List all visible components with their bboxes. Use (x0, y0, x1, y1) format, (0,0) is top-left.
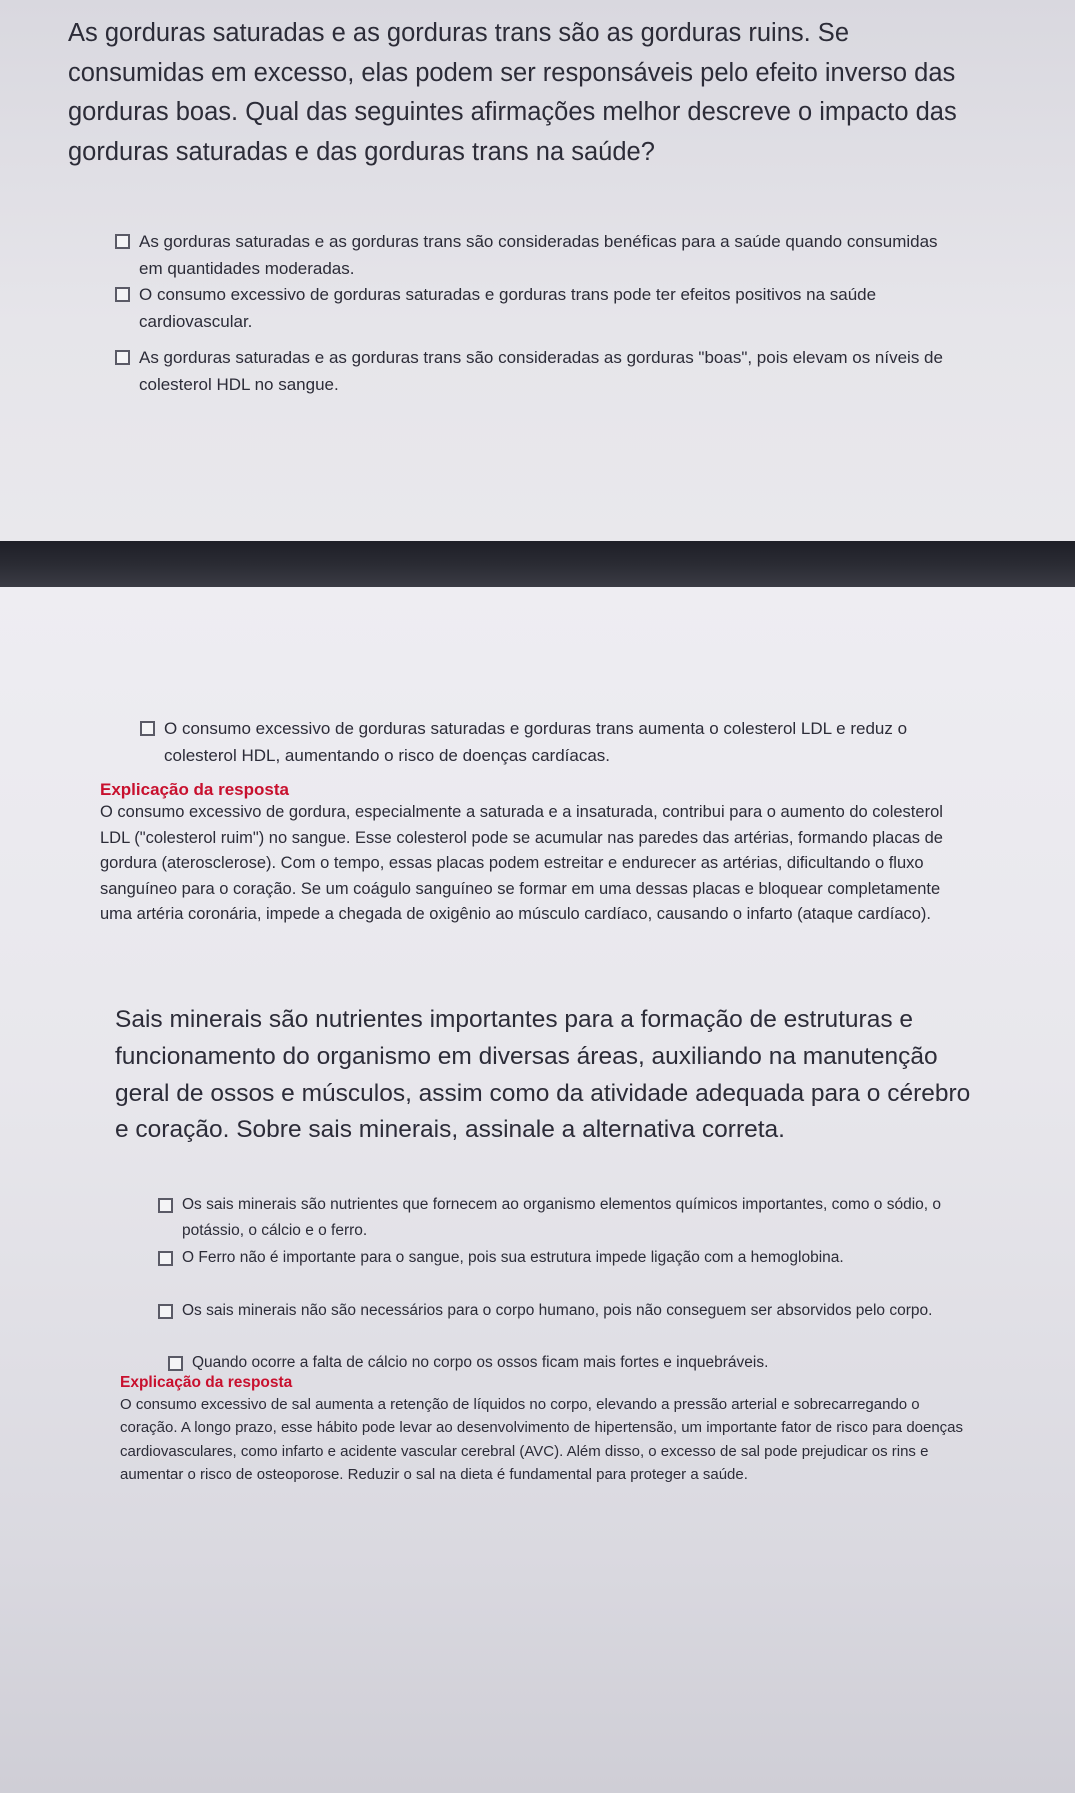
explanation-2-title: Explicação da resposta (120, 1374, 293, 1391)
option-label: As gorduras saturadas e as gorduras trans são consideradas as gorduras "boas", pois elevam os níveis de colesterol HDL no sangue. (139, 348, 943, 395)
option-label: O consumo excessivo de gorduras saturadas e gorduras trans aumenta o colesterol LDL e reduz o colesterol HDL, aumentando o risco de doenças cardíacas. (164, 719, 908, 766)
question-2-text: Sais minerais são nutrientes importantes para a formação de estruturas e funcionamento do organismo em diversas áreas, auxiliando na manutenção geral de ossos e músculos, assim como da atividade adequada para o cérebro e coração. Sobre sais minerais, assinale a alternativa correta. (115, 1006, 971, 1144)
checkbox[interactable] (158, 1198, 173, 1213)
question-1-text: As gorduras saturadas e as gorduras trans são as gorduras ruins. Se consumidas em excesso, elas podem ser responsáveis pelo efeito inverso das gorduras boas. Qual das seguintes afirmações melhor descreve o impacto das gorduras saturadas e das gorduras trans na saúde? (68, 19, 957, 166)
question-2-option-1[interactable] (158, 1192, 958, 1243)
question-1-option-1[interactable] (115, 228, 965, 282)
checkbox[interactable] (115, 350, 130, 365)
option-label: O Ferro não é importante para o sangue, pois sua estrutura impede ligação com a hemoglobina. (182, 1249, 844, 1266)
question-2-option-3[interactable] (158, 1298, 958, 1324)
option-label: As gorduras saturadas e as gorduras trans são consideradas benéficas para a saúde quando consumidas em quantidades moderadas. (139, 232, 938, 279)
checkbox[interactable] (158, 1304, 173, 1319)
checkbox[interactable] (140, 721, 155, 736)
question-2-option-4[interactable] (168, 1350, 968, 1376)
checkbox[interactable] (115, 234, 130, 249)
option-label: Os sais minerais não são necessários para o corpo humano, pois não conseguem ser absorvidos pelo corpo. (182, 1302, 933, 1319)
checkbox[interactable] (158, 1251, 173, 1266)
option-label: Quando ocorre a falta de cálcio no corpo os ossos ficam mais fortes e inquebráveis. (192, 1354, 769, 1371)
explanation-1-text: O consumo excessivo de gordura, especialmente a saturada e a insaturada, contribui para o aumento do colesterol LDL ("colesterol ruim") no sangue. Esse colesterol pode se acumular nas paredes das artérias, formando placas de gordura (aterosclerose). Com o tempo, essas placas podem estreitar e endurecer as artérias, dificultando o fluxo sanguíneo para o coração. Se um coágulo sanguíneo se formar em uma dessas placas e bloquear completamente uma artéria coronária, impede a chegada de oxigênio ao músculo cardíaco, causando o infarto (ataque cardíaco). (100, 803, 943, 924)
option-label: O consumo excessivo de gorduras saturadas e gorduras trans pode ter efeitos positivos na saúde cardiovascular. (139, 285, 877, 332)
question-1-option-4[interactable] (140, 715, 960, 769)
question-1-option-2[interactable] (115, 281, 965, 335)
checkbox[interactable] (168, 1356, 183, 1371)
question-2-option-2[interactable] (158, 1245, 958, 1271)
explanation-2-text: O consumo excessivo de sal aumenta a retenção de líquidos no corpo, elevando a pressão arterial e sobrecarregando o coração. A longo prazo, esse hábito pode levar ao desenvolvimento de hipertensão, um importante fator de risco para doenças cardiovasculares, como infarto e acidente vascular cerebral (AVC). Além disso, o excesso de sal pode prejudicar os rins e aumentar o risco de osteoporose. Reduzir o sal na dieta é fundamental para proteger a saúde. (120, 1396, 964, 1483)
option-label: Os sais minerais são nutrientes que fornecem ao organismo elementos químicos importantes, como o sódio, o potássio, o cálcio e o ferro. (182, 1196, 942, 1239)
question-1-option-3[interactable] (115, 344, 965, 398)
checkbox[interactable] (115, 287, 130, 302)
explanation-1-title: Explicação da resposta (100, 780, 289, 799)
screen-divider-bar (0, 541, 1075, 587)
